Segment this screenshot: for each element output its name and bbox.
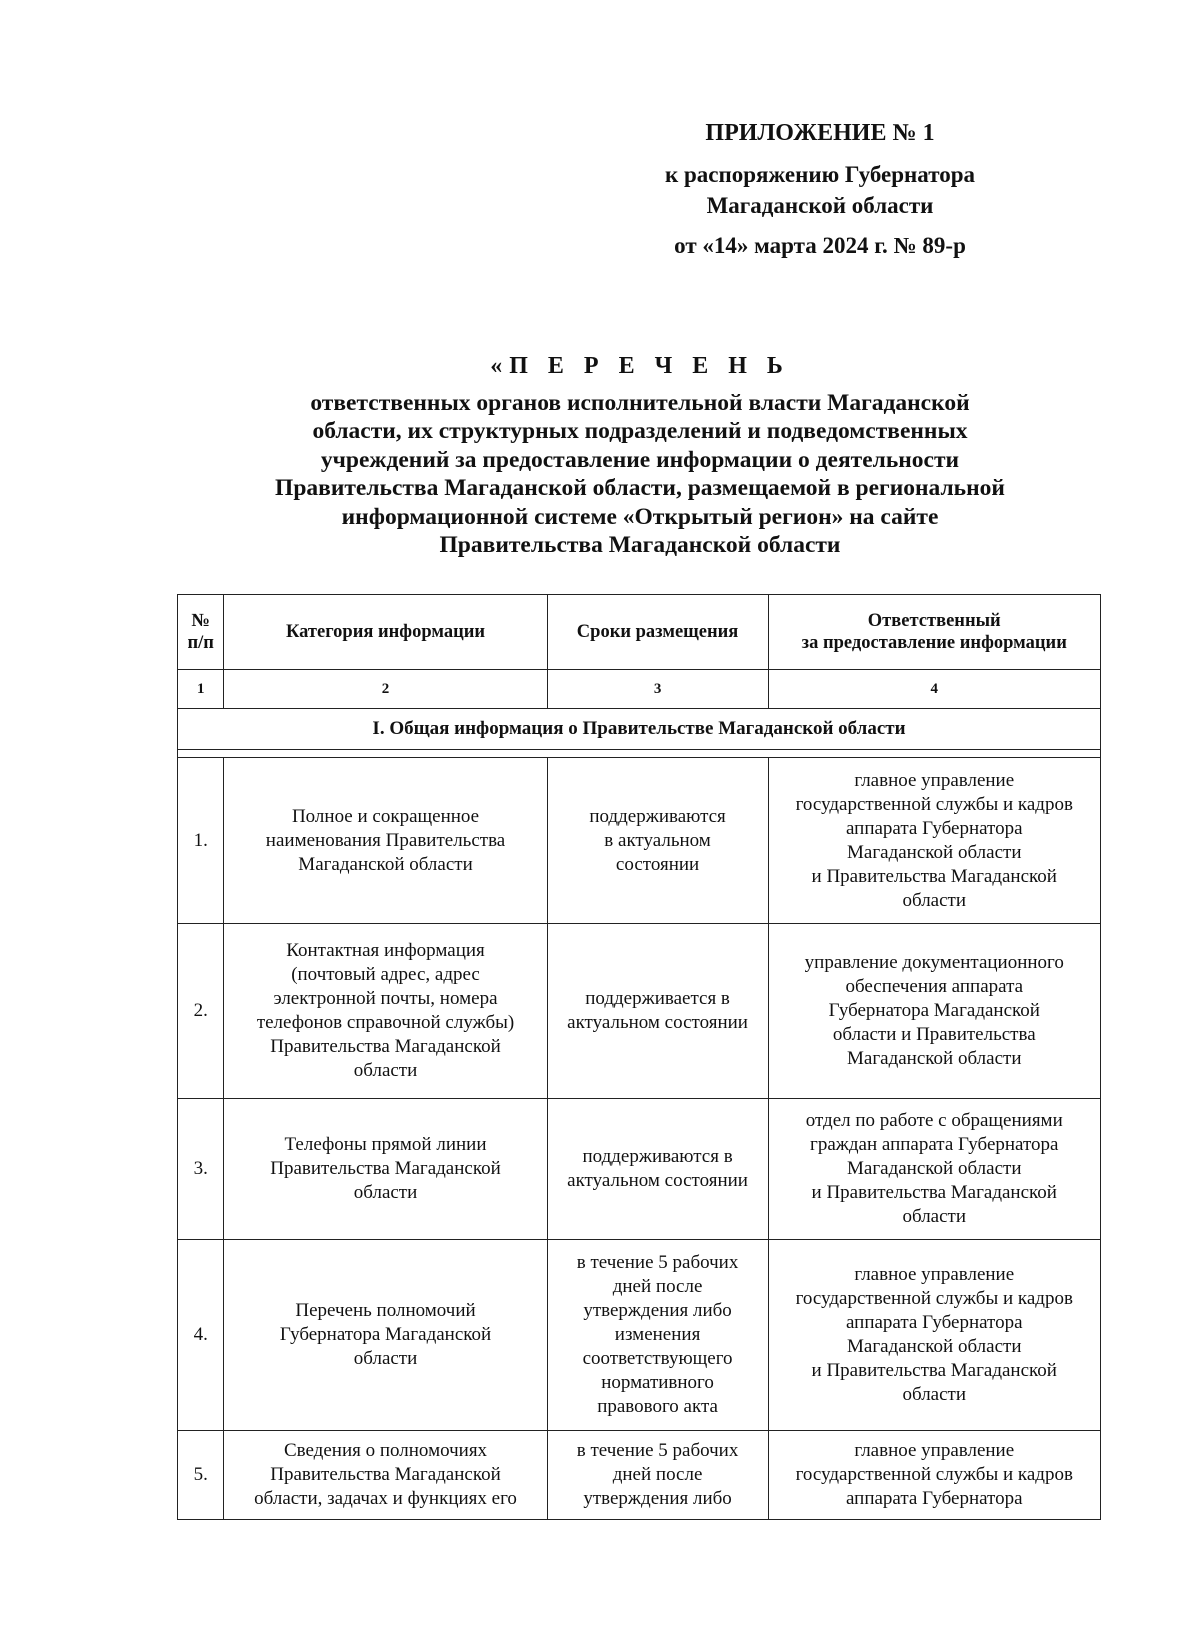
appendix-date: от «14» марта 2024 г. № 89-р — [674, 233, 966, 258]
row-responsible — [768, 1240, 1100, 1431]
text-line: состоянии — [615, 853, 700, 875]
row-number: 1. — [178, 758, 224, 924]
text-line: аппарата Губернатора — [845, 1488, 1023, 1509]
table-row — [178, 758, 1101, 924]
text-line: соответствующего — [582, 1348, 733, 1369]
row-responsible — [768, 1099, 1100, 1240]
row-number: 5. — [178, 1431, 224, 1520]
header-num — [178, 595, 224, 670]
column-number: 2 — [224, 670, 547, 709]
row-responsible — [768, 1431, 1100, 1520]
row-number: 4. — [178, 1240, 224, 1431]
document-title-line: области, их структурных подразделений и подведомственных — [312, 418, 968, 444]
text-line: утверждения либо — [583, 1488, 732, 1509]
document-title-line: Правительства Магаданской области — [439, 532, 841, 558]
row-category — [224, 1099, 547, 1240]
text-line: и Правительства Магаданской — [811, 1182, 1057, 1203]
text-line: главное управление — [854, 1440, 1015, 1461]
text-line: Перечень полномочий — [295, 1300, 476, 1321]
appendix-title: ПРИЛОЖЕНИЕ № 1 — [705, 120, 935, 146]
text-line: в течение 5 рабочих — [576, 1440, 739, 1461]
header-num-line-2: п/п — [187, 633, 214, 653]
section-heading-row — [178, 709, 1101, 750]
row-number: 3. — [178, 1099, 224, 1240]
text-line: обеспечения аппарата — [845, 976, 1024, 997]
text-line: области — [353, 1060, 418, 1081]
text-line: Правительства Магаданской — [270, 1158, 501, 1179]
text-line: государственной службы и кадров — [795, 1288, 1073, 1309]
header-deadline: Сроки размещения — [547, 595, 768, 670]
text-line: дней после — [612, 1276, 703, 1297]
row-responsible — [768, 758, 1100, 924]
text-line: Полное и сокращенное — [291, 805, 480, 827]
header-num-line-1: № — [191, 611, 211, 631]
appendix-header — [620, 118, 1020, 261]
text-line: Магаданской области — [847, 1336, 1022, 1357]
text-line: наименования Правительства — [265, 829, 506, 851]
table-row — [178, 1240, 1101, 1431]
column-number: 1 — [178, 670, 224, 709]
text-line: (почтовый адрес, адрес — [291, 964, 480, 985]
row-deadline — [547, 1431, 768, 1520]
text-line: государственной службы и кадров — [795, 793, 1073, 815]
appendix-line-1: к распоряжению Губернатора — [665, 162, 975, 187]
text-line: управление документационного — [804, 952, 1064, 973]
responsibility-table — [177, 594, 1101, 1520]
row-deadline — [547, 924, 768, 1099]
text-line: Магаданской области — [847, 841, 1022, 863]
header-category: Категория информации — [224, 595, 547, 670]
document-title-line: Правительства Магаданской области, размещаемой в региональной — [275, 475, 1005, 501]
text-line: поддерживаются — [589, 805, 726, 827]
document-title-line: информационной системе «Открытый регион» на сайте — [341, 503, 939, 530]
text-line: изменения — [614, 1324, 701, 1345]
text-line: аппарата Губернатора — [845, 1312, 1023, 1333]
text-line: и Правительства Магаданской — [811, 1360, 1057, 1381]
text-line: и Правительства Магаданской — [811, 865, 1057, 887]
text-line: области, задачах и функциях его — [254, 1488, 517, 1509]
text-line: государственной службы и кадров — [795, 1464, 1073, 1485]
section-gap — [178, 750, 1101, 758]
text-line: Магаданской области — [847, 1158, 1022, 1179]
text-line: электронной почты, номера — [273, 988, 498, 1009]
text-line: Телефоны прямой линии — [284, 1134, 487, 1155]
text-line: Магаданской области — [847, 1048, 1022, 1069]
row-category — [224, 1431, 547, 1520]
section-heading: I. Общая информация о Правительстве Магаданской области — [178, 709, 1101, 750]
row-category — [224, 924, 547, 1099]
text-line: телефонов справочной службы) — [256, 1012, 515, 1033]
text-line: Губернатора Магаданской — [279, 1324, 492, 1345]
text-line: Магаданской области — [298, 853, 473, 875]
text-line: граждан аппарата Губернатора — [810, 1134, 1059, 1155]
table-row — [178, 924, 1101, 1099]
text-line: утверждения либо — [583, 1300, 732, 1321]
text-line: правового акта — [597, 1396, 718, 1417]
header-responsible — [768, 595, 1100, 670]
document-title-line: учреждений за предоставление информации о деятельности — [320, 446, 960, 473]
text-line: аппарата Губернатора — [845, 817, 1023, 839]
text-line: области — [902, 1384, 967, 1405]
row-responsible — [768, 924, 1100, 1099]
text-line: Губернатора Магаданской — [828, 1000, 1040, 1021]
document-title-main: «П Е Р Е Ч Е Н Ь — [490, 353, 790, 379]
row-deadline — [547, 758, 768, 924]
text-line: актуальном состоянии — [567, 1012, 748, 1033]
row-number: 2. — [178, 924, 224, 1099]
appendix-line-2: Магаданской области — [706, 193, 934, 218]
column-number-row — [178, 670, 1101, 709]
document-title — [200, 352, 1080, 560]
text-line: области — [902, 889, 967, 911]
row-deadline — [547, 1240, 768, 1431]
column-number: 4 — [768, 670, 1100, 709]
text-line: отдел по работе с обращениями — [805, 1110, 1063, 1131]
row-deadline — [547, 1099, 768, 1240]
text-line: главное управление — [854, 769, 1015, 791]
text-line: Правительства Магаданской — [270, 1036, 501, 1057]
text-line: Сведения о полномочиях — [283, 1440, 488, 1461]
text-line: в течение 5 рабочих — [576, 1252, 739, 1273]
text-line: области — [902, 1206, 967, 1227]
column-number: 3 — [547, 670, 768, 709]
text-line: области и Правительства — [832, 1024, 1036, 1045]
text-line: дней после — [612, 1464, 703, 1485]
table-row — [178, 1431, 1101, 1520]
table-header-row — [178, 595, 1101, 670]
row-category — [224, 758, 547, 924]
header-responsible-line-1: Ответственный — [867, 611, 1001, 631]
text-line: актуальном состоянии — [567, 1170, 748, 1191]
text-line: области — [353, 1182, 418, 1203]
text-line: поддерживается в — [585, 988, 730, 1009]
header-responsible-line-2: за предоставление информации — [801, 633, 1067, 653]
text-line: в актуальном — [604, 829, 711, 851]
text-line: поддерживаются в — [582, 1146, 733, 1167]
document-title-line: ответственных органов исполнительной власти Магаданской — [310, 389, 970, 416]
table-row — [178, 1099, 1101, 1240]
text-line: области — [353, 1348, 418, 1369]
text-line: Контактная информация — [286, 940, 485, 961]
gap-cell — [178, 750, 1101, 758]
text-line: нормативного — [601, 1372, 714, 1393]
text-line: главное управление — [854, 1264, 1015, 1285]
row-category — [224, 1240, 547, 1431]
text-line: Правительства Магаданской — [270, 1464, 501, 1485]
